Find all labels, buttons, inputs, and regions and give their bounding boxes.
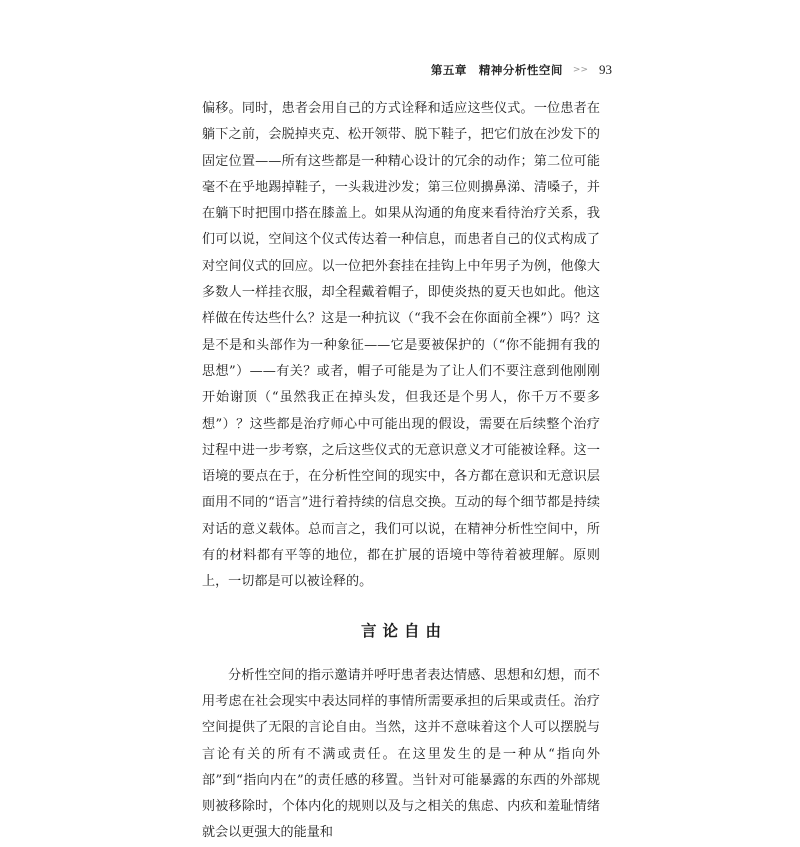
body-paragraph: 偏移。同时，患者会用自己的方式诠释和适应这些仪式。一位患者在躺下之前，会脱掉夹克、松开领带、脱下鞋子，把它们放在沙发下的固定位置——所有这些都是一种精心设计的冗余的动作；第二位可能毫不在乎地踢掉鞋子，一头栽进沙发；第三位则擤鼻涕、清嗓子，并在躺下时把围巾搭在膝盖上。如果从沟通的角度来看待治疗关系，我们可以说，空间这个仪式传达着一种信息，而患者自己的仪式构成了对空间仪式的回应。以一位把外套挂在挂钩上中年男子为例，他像大多数人一样挂衣服，却全程戴着帽子，即使炎热的夏天也如此。他这样做在传达些什么？这是一种抗议（“我不会在你面前全裸”）吗？这是不是和头部作为一种象征——它是要被保护的（“你不能拥有我的思想”）——有关？或者，帽子可能是为了让人们不要注意到他刚刚开始谢顶（“虽然我正在掉头发，但我还是个男人，你千万不要多想”）？这些都是治疗师心中可能出现的假设，需要在后续整个治疗过程中进一步考察，之后这些仪式的无意识意义才可能被诠释。这一语境的要点在于，在分析性空间的现实中，各方都在意识和无意识层面用不同的“语言”进行着持续的信息交换。互动的每个细节都是持续对话的意义载体。总而言之，我们可以说，在精神分析性空间中，所有的材料都有平等的地位，都在扩展的语境中等待着被理解。原则上，一切都是可以被诠释的。 (202, 101, 600, 590)
body-paragraph: 分析性空间的指示邀请并呼吁患者表达情感、思想和幻想，而不用考虑在社会现实中表达同样的事情所需要承担的后果或责任。治疗空间提供了无限的言论自由。当然，这并不意味着这个人可以摆脱与言论有关的所有不满或责任。在这里发生的是一种从“指向外部”到“指向内在”的责任感的移置。当针对可能暴露的东西的外部规则被移除时，个体内化的规则以及与之相关的焦虑、内疚和羞耻情绪就会以更强大的能量和 (202, 667, 600, 841)
page-body (202, 96, 600, 847)
page-number: 93 (599, 62, 612, 77)
running-head (431, 61, 612, 79)
chevron-separator-icon: >> (572, 65, 588, 75)
chapter-title: 第五章 精神分析性空间 (430, 63, 563, 77)
section-heading: 言论自由 (360, 621, 447, 640)
